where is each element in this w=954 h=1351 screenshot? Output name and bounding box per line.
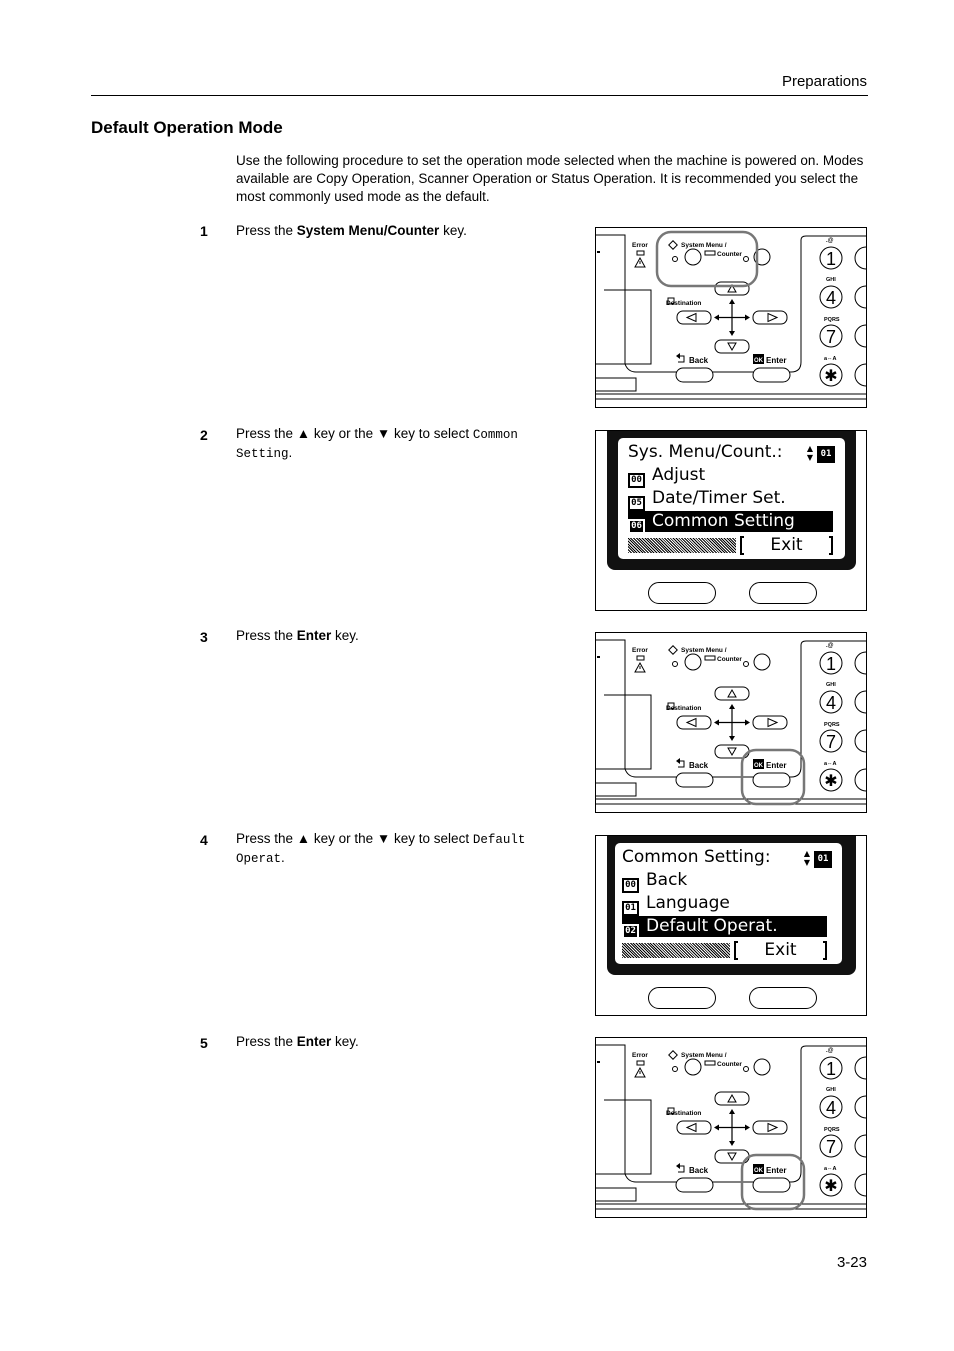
lcd-screen-illustration xyxy=(595,430,867,611)
step-number: 2 xyxy=(200,427,208,443)
menu-item-common-setting[interactable]: 06 Common Setting xyxy=(628,511,833,532)
system-menu-icon xyxy=(669,241,677,249)
numkey-1[interactable] xyxy=(820,247,842,269)
dither-bar xyxy=(622,943,730,958)
page-number: 3-23 xyxy=(836,1254,867,1271)
menu-item-default-operat[interactable]: 02 Default Operat. xyxy=(622,916,827,937)
menu-item-language[interactable]: 01 Language xyxy=(622,893,827,914)
left-key[interactable] xyxy=(677,716,711,729)
enter-label: Enter xyxy=(766,356,787,365)
numkey-1[interactable] xyxy=(820,1057,842,1079)
lcd-display xyxy=(615,843,842,964)
page-number-icon: 01 xyxy=(814,851,832,868)
lcd-bezel xyxy=(607,836,856,975)
enter-key[interactable] xyxy=(753,1178,790,1192)
at-label: .@ xyxy=(826,1048,834,1054)
dest-label: Destination xyxy=(666,705,702,712)
lcd-display xyxy=(618,438,845,559)
warning-icon xyxy=(635,663,645,672)
step-number: 4 xyxy=(200,832,208,848)
right-key[interactable] xyxy=(753,1121,787,1134)
system-menu-counter-key[interactable] xyxy=(685,1059,701,1075)
step-text: Press the Enter key. xyxy=(236,1034,359,1049)
exit-softkey-label[interactable]: Exit xyxy=(740,536,833,555)
page-number-icon: 01 xyxy=(817,446,835,463)
numkey-star[interactable] xyxy=(820,1174,842,1196)
kstar-label: ✱ xyxy=(824,773,838,790)
error-label: Error xyxy=(632,1052,648,1059)
item-number-icon: 06 xyxy=(628,519,645,534)
operation-panel-illustration xyxy=(595,632,867,813)
up-key[interactable] xyxy=(715,687,749,700)
enter-label: Enter xyxy=(766,761,787,770)
item-number-icon: 01 xyxy=(622,901,639,916)
reset-key[interactable] xyxy=(754,654,770,670)
item-number-icon: 02 xyxy=(622,924,639,939)
warning-icon xyxy=(635,1068,645,1077)
error-label: Error xyxy=(632,242,648,249)
system-menu-icon xyxy=(669,646,677,654)
k7-label: 7 xyxy=(825,732,837,752)
right-softkey[interactable] xyxy=(749,582,817,604)
right-key[interactable] xyxy=(753,311,787,324)
counter-label: Counter xyxy=(717,251,742,258)
kstar-label: ✱ xyxy=(824,368,838,385)
sysmenu-label: System Menu / xyxy=(681,242,727,249)
menu-item-adjust[interactable]: 00 Adjust xyxy=(628,465,833,486)
sysmenu-label: System Menu / xyxy=(681,1052,727,1059)
at-label: .@ xyxy=(826,238,834,244)
left-key[interactable] xyxy=(677,311,711,324)
enter-key[interactable] xyxy=(753,773,790,787)
down-key[interactable] xyxy=(715,340,749,353)
back-label: Back xyxy=(689,1166,709,1175)
at-label: .@ xyxy=(826,643,834,649)
back-key[interactable] xyxy=(676,773,713,787)
k4-label: 4 xyxy=(825,1098,837,1118)
back-icon xyxy=(676,758,684,767)
k4-label: 4 xyxy=(825,693,837,713)
dither-bar xyxy=(628,538,736,553)
error-label: Error xyxy=(632,647,648,654)
menu-item-back[interactable]: 00 Back xyxy=(622,870,827,891)
back-icon xyxy=(676,353,684,362)
numkey-4[interactable] xyxy=(820,286,842,308)
back-key[interactable] xyxy=(676,1178,713,1192)
numkey-7[interactable] xyxy=(820,730,842,752)
item-number-icon: 00 xyxy=(622,878,639,893)
left-softkey[interactable] xyxy=(648,582,716,604)
lcd-screen-illustration xyxy=(595,835,867,1016)
k4-label: 4 xyxy=(825,288,837,308)
dest-label: Destination xyxy=(666,300,702,307)
ok-label: OK xyxy=(754,1168,763,1174)
ghi-label: GHI xyxy=(826,1087,836,1093)
step-text: Press the Enter key. xyxy=(236,628,359,643)
step-number: 1 xyxy=(200,223,208,239)
right-key[interactable] xyxy=(753,716,787,729)
step-text: Press the ▲ key or the ▼ key to select Default Operat. xyxy=(236,831,526,866)
lcd-title: Common Setting: xyxy=(622,847,771,867)
item-number-icon: 00 xyxy=(628,473,645,488)
system-menu-icon xyxy=(669,1051,677,1059)
warning-icon xyxy=(635,258,645,267)
step-text: Press the System Menu/Counter key. xyxy=(236,223,467,238)
menu-item-date-timer[interactable]: 05 Date/Timer Set. xyxy=(628,488,833,509)
k1-label: 1 xyxy=(825,1059,837,1079)
aA-label: a⇔A xyxy=(824,356,837,362)
aA-label: a⇔A xyxy=(824,1166,837,1172)
back-label: Back xyxy=(689,761,709,770)
operation-panel-illustration xyxy=(595,227,867,408)
aA-label: a⇔A xyxy=(824,761,837,767)
sysmenu-label: System Menu / xyxy=(681,647,727,654)
up-key[interactable] xyxy=(715,1092,749,1105)
scroll-arrows-icon: ▲ ▼ xyxy=(806,444,813,462)
left-softkey[interactable] xyxy=(648,987,716,1009)
pqrs-label: PQRS xyxy=(824,317,840,323)
k7-label: 7 xyxy=(825,327,837,347)
ok-label: OK xyxy=(754,358,763,364)
numkey-4[interactable] xyxy=(820,1096,842,1118)
left-key[interactable] xyxy=(677,1121,711,1134)
item-number-icon: 05 xyxy=(628,496,645,511)
numkey-4[interactable] xyxy=(820,691,842,713)
enter-label: Enter xyxy=(766,1166,787,1175)
system-menu-counter-key[interactable] xyxy=(685,249,701,265)
up-key[interactable] xyxy=(715,282,749,295)
k7-label: 7 xyxy=(825,1137,837,1157)
scroll-arrows-icon: ▲ ▼ xyxy=(803,849,810,867)
step-text: Press the ▲ key or the ▼ key to select Common Setting. xyxy=(236,426,518,461)
ghi-label: GHI xyxy=(826,277,836,283)
intro-paragraph: Use the following procedure to set the operation mode selected when the machine is powered on. Modes available are Copy Operation, Scanner Operation or Status Operation. It is recommended you select the most commonly used mode as the default. xyxy=(236,153,864,204)
kstar-label: ✱ xyxy=(824,1178,838,1195)
counter-label: Counter xyxy=(717,1061,742,1068)
pqrs-label: PQRS xyxy=(824,1127,840,1133)
numkey-star[interactable] xyxy=(820,364,842,386)
counter-label: Counter xyxy=(717,656,742,663)
ok-label: OK xyxy=(754,763,763,769)
operation-panel-illustration xyxy=(595,1037,867,1218)
right-softkey[interactable] xyxy=(749,987,817,1009)
numkey-7[interactable] xyxy=(820,325,842,347)
lcd-title: Sys. Menu/Count.: xyxy=(628,442,783,462)
k1-label: 1 xyxy=(825,249,837,269)
numkey-star[interactable] xyxy=(820,769,842,791)
system-menu-counter-key[interactable] xyxy=(685,654,701,670)
step-number: 3 xyxy=(200,629,208,645)
k1-label: 1 xyxy=(825,654,837,674)
numkey-7[interactable] xyxy=(820,1135,842,1157)
section-title: Default Operation Mode xyxy=(91,118,283,137)
dest-label: Destination xyxy=(666,1110,702,1117)
running-header: Preparations xyxy=(781,73,867,90)
step-number: 5 xyxy=(200,1035,208,1051)
exit-softkey-label[interactable]: Exit xyxy=(734,941,827,960)
reset-key[interactable] xyxy=(754,1059,770,1075)
back-key[interactable] xyxy=(676,368,713,382)
header-rule xyxy=(91,95,868,96)
back-icon xyxy=(676,1163,684,1172)
enter-key[interactable] xyxy=(753,368,790,382)
back-label: Back xyxy=(689,356,709,365)
pqrs-label: PQRS xyxy=(824,722,840,728)
lcd-bezel xyxy=(607,431,856,570)
numkey-1[interactable] xyxy=(820,652,842,674)
ghi-label: GHI xyxy=(826,682,836,688)
